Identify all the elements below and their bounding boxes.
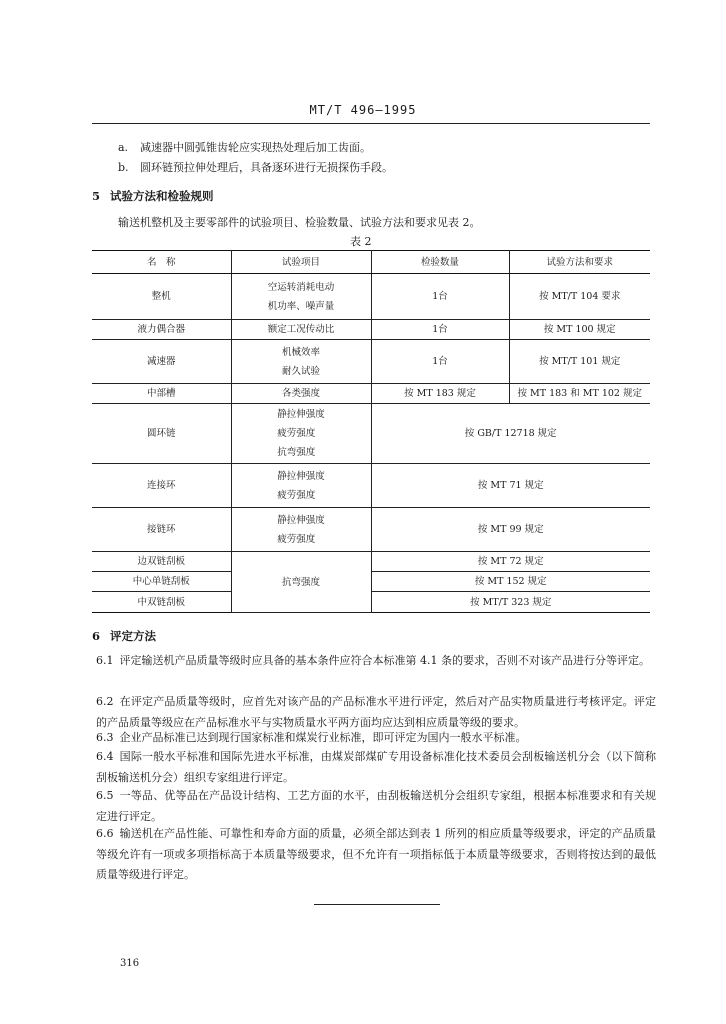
clause-number: 6.3 bbox=[96, 731, 114, 744]
row-items bbox=[231, 404, 371, 464]
table-row bbox=[92, 384, 650, 404]
paragraph-6-5 bbox=[96, 786, 656, 827]
row-method: 按 MT 183 和 MT 102 规定 bbox=[509, 384, 650, 404]
table-row bbox=[92, 340, 650, 384]
column-header: 试验项目 bbox=[231, 251, 371, 274]
row-name: 液力偶合器 bbox=[92, 320, 231, 340]
test-item: 疲劳强度 bbox=[277, 489, 316, 501]
row-name: 整机 bbox=[92, 274, 231, 320]
list-item-text: 圆环链预拉伸处理后，具备逐环进行无损探伤手段。 bbox=[140, 161, 393, 174]
row-items bbox=[231, 552, 371, 613]
row-name: 中部槽 bbox=[92, 384, 231, 404]
list-item-label: b. bbox=[118, 161, 129, 174]
test-item: 空运转消耗电动 bbox=[267, 281, 335, 293]
row-name: 接链环 bbox=[92, 508, 231, 552]
row-merged-method: 按 MT 152 规定 bbox=[371, 572, 650, 592]
section-5-heading bbox=[92, 188, 214, 204]
row-method: 按 MT 100 规定 bbox=[509, 320, 650, 340]
paragraph-6-3 bbox=[96, 728, 656, 749]
table-row bbox=[92, 592, 650, 613]
row-items bbox=[231, 464, 371, 508]
clause-text: 在评定产品质量等级时，应首先对该产品的产品标准水平进行评定，然后对产品实物质量进行考核评定。评定的产品质量等级应在产品标准水平与实物质量水平两方面均应达到相应质量等级的要求。 bbox=[96, 695, 656, 729]
column-header: 名 称 bbox=[92, 251, 231, 274]
row-merged-method: 按 MT 99 规定 bbox=[371, 508, 650, 552]
paragraph-6-1 bbox=[96, 651, 656, 672]
test-item: 静拉伸强度 bbox=[277, 514, 325, 526]
row-name: 连接环 bbox=[92, 464, 231, 508]
list-item-label: a. bbox=[118, 141, 129, 154]
row-name: 中双链刮板 bbox=[92, 592, 231, 613]
table-row bbox=[92, 274, 650, 320]
footer-rule bbox=[314, 904, 440, 905]
row-items bbox=[231, 384, 371, 404]
row-qty: 按 MT 183 规定 bbox=[371, 384, 509, 404]
table-row bbox=[92, 508, 650, 552]
test-item: 各类强度 bbox=[281, 388, 320, 399]
list-item bbox=[118, 139, 371, 155]
row-items bbox=[231, 274, 371, 320]
row-qty: 1台 bbox=[371, 340, 509, 384]
page-number: 316 bbox=[120, 958, 140, 969]
section-5-intro: 输送机整机及主要零部件的试验项目、检验数量、试验方法和要求见表 2。 bbox=[118, 216, 481, 229]
clause-number: 6.6 bbox=[96, 827, 114, 840]
row-name: 减速器 bbox=[92, 340, 231, 384]
row-method: 按 MT/T 104 要求 bbox=[509, 274, 650, 320]
test-item: 疲劳强度 bbox=[277, 533, 316, 545]
table-header-row bbox=[92, 251, 650, 274]
clause-text: 输送机在产品性能、可靠性和寿命方面的质量，必须全部达到表 1 所列的相应质量等级要求，评定的产品质量等级允许有一项或多项指标高于本质量等级要求，但不允许有一项指标低于本质量等级要求，否则将按达到的最低质量等级进行评定。 bbox=[96, 827, 656, 881]
test-item: 抗弯强度 bbox=[277, 447, 316, 458]
paragraph-6-4 bbox=[96, 747, 656, 788]
test-item: 耐久试验 bbox=[281, 365, 320, 377]
clause-number: 6.4 bbox=[96, 750, 114, 763]
clause-text: 一等品、优等品在产品设计结构、工艺方面的水平，由刮板输送机分会组织专家组，根据本标准要求和有关规定进行评定。 bbox=[96, 789, 656, 823]
clause-number: 6.5 bbox=[96, 789, 114, 802]
table-caption: 表 2 bbox=[350, 235, 372, 248]
table-row bbox=[92, 320, 650, 340]
clause-number: 6.1 bbox=[96, 654, 114, 667]
row-name: 圆环链 bbox=[92, 404, 231, 464]
clause-number: 6.2 bbox=[96, 695, 114, 708]
table-row bbox=[92, 572, 650, 592]
test-item: 额定工况传动比 bbox=[267, 324, 335, 335]
test-item: 静拉伸强度 bbox=[277, 470, 325, 482]
paragraph-6-6 bbox=[96, 824, 656, 886]
row-merged-method: 按 MT 71 规定 bbox=[371, 464, 650, 508]
section-6-heading bbox=[92, 628, 156, 644]
row-qty: 1台 bbox=[371, 274, 509, 320]
column-header: 试验方法和要求 bbox=[509, 251, 650, 274]
row-method: 按 MT/T 101 规定 bbox=[509, 340, 650, 384]
row-name: 边双链刮板 bbox=[92, 552, 231, 572]
test-table bbox=[92, 250, 650, 613]
section-number: 5 bbox=[92, 189, 101, 203]
test-item: 疲劳强度 bbox=[277, 428, 316, 439]
row-merged-method: 按 MT/T 323 规定 bbox=[371, 592, 650, 613]
header-rule bbox=[92, 123, 650, 124]
clause-text: 评定输送机产品质量等级时应具备的基本条件应符合本标准第 4.1 条的要求，否则不对该产品进行分等评定。 bbox=[119, 654, 650, 667]
section-number: 6 bbox=[92, 629, 101, 643]
list-item bbox=[118, 159, 393, 175]
row-qty: 1台 bbox=[371, 320, 509, 340]
row-items bbox=[231, 320, 371, 340]
row-merged-method: 按 GB/T 12718 规定 bbox=[371, 404, 650, 464]
table-row bbox=[92, 464, 650, 508]
clause-text: 企业产品标准已达到现行国家标准和煤炭行业标准，即可评定为国内一般水平标准。 bbox=[119, 731, 527, 744]
row-items bbox=[231, 508, 371, 552]
test-item: 静拉伸强度 bbox=[277, 409, 325, 420]
section-title: 评定方法 bbox=[110, 629, 156, 643]
row-name: 中心单链刮板 bbox=[92, 572, 231, 592]
paragraph-6-2 bbox=[96, 692, 656, 733]
section-title: 试验方法和检验规则 bbox=[110, 189, 214, 203]
list-item-text: 减速器中圆弧锥齿轮应实现热处理后加工齿面。 bbox=[140, 141, 371, 154]
row-items bbox=[231, 340, 371, 384]
clause-text: 国际一般水平标准和国际先进水平标准，由煤炭部煤矿专用设备标准化技术委员会刮板输送机分会（以下简称刮板输送机分会）组织专家组进行评定。 bbox=[96, 750, 656, 784]
test-item: 机功率、噪声量 bbox=[267, 300, 335, 312]
row-merged-method: 按 MT 72 规定 bbox=[371, 552, 650, 572]
column-header: 检验数量 bbox=[371, 251, 509, 274]
test-item: 机械效率 bbox=[281, 346, 320, 358]
test-item: 抗弯强度 bbox=[281, 576, 320, 588]
table-row bbox=[92, 404, 650, 464]
table-row bbox=[92, 552, 650, 572]
standard-header: MT/T 496—1995 bbox=[309, 103, 417, 117]
